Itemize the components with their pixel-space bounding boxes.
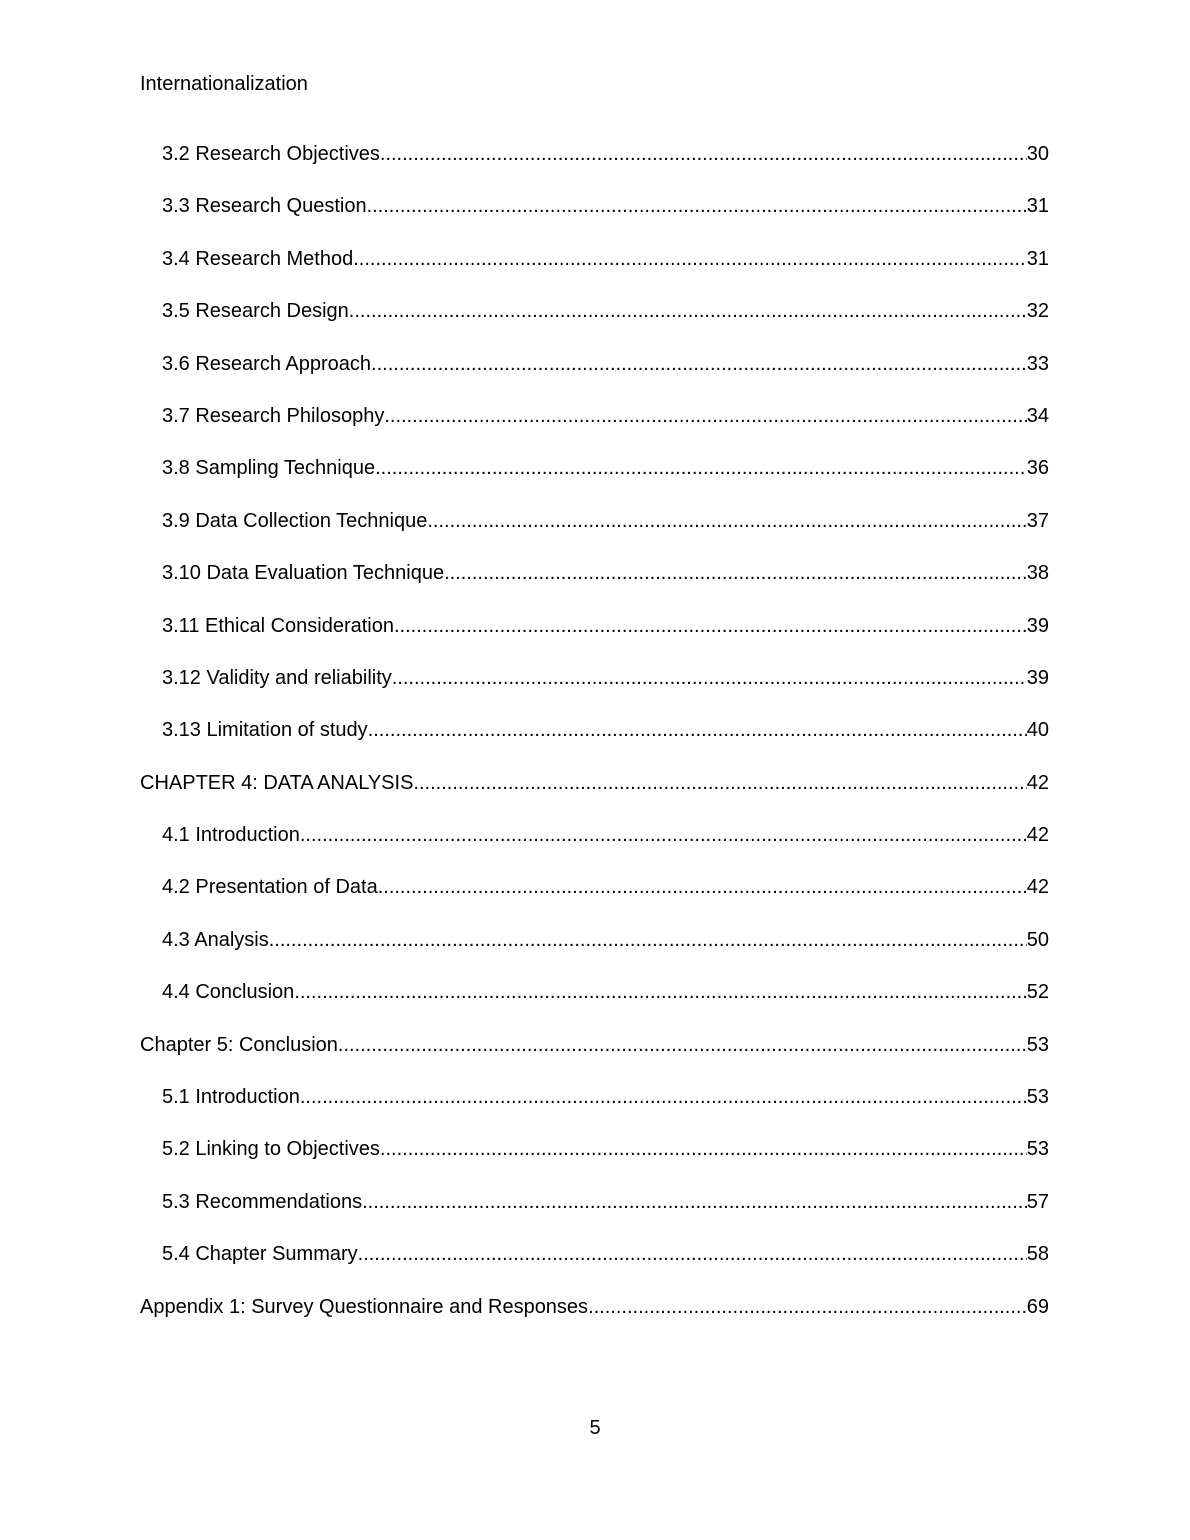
- toc-entry-page: 30: [1026, 143, 1049, 165]
- toc-entry-page: 39: [1026, 666, 1049, 689]
- toc-entry-title: Chapter 5: Conclusion: [140, 1033, 338, 1056]
- running-header: Internationalization: [140, 73, 308, 95]
- toc-dot-leader: [294, 978, 1026, 1006]
- toc-entry[interactable]: [140, 664, 1049, 716]
- toc-entry[interactable]: [140, 716, 1049, 768]
- toc-entry[interactable]: [140, 873, 1049, 925]
- toc-entry-title: 3.6 Research Approach: [162, 352, 372, 375]
- toc-entry-title: 3.2 Research Objectives: [162, 143, 380, 165]
- toc-dot-leader: [338, 1031, 1027, 1059]
- toc-entry[interactable]: [140, 612, 1049, 664]
- toc-entry[interactable]: [140, 297, 1049, 349]
- toc-entry[interactable]: [140, 454, 1049, 506]
- toc-entry[interactable]: [140, 926, 1049, 978]
- page-number: 5: [589, 1417, 601, 1439]
- toc-entry[interactable]: [140, 769, 1049, 821]
- toc-dot-leader: [349, 297, 1027, 325]
- toc-entry-title: 3.10 Data Evaluation Technique: [162, 562, 445, 585]
- toc-entry-page: 31: [1026, 195, 1049, 218]
- toc-entry-page: 53: [1026, 1138, 1049, 1161]
- toc-dot-leader: [362, 1188, 1027, 1216]
- toc-entry-page: 31: [1026, 247, 1049, 270]
- toc-entry-page: 39: [1026, 614, 1049, 637]
- toc-dot-leader: [368, 716, 1027, 744]
- toc-entry[interactable]: [140, 1031, 1049, 1083]
- toc-entry[interactable]: [140, 821, 1049, 873]
- toc-entry[interactable]: [140, 350, 1049, 402]
- toc-entry-page: 42: [1026, 876, 1049, 899]
- toc-dot-leader: [375, 454, 1027, 482]
- toc-entry-title: 3.4 Research Method: [162, 247, 354, 270]
- toc-dot-leader: [300, 1083, 1027, 1111]
- toc-entry-page: 42: [1026, 771, 1049, 794]
- toc-entry-title: 5.3 Recommendations: [162, 1190, 363, 1213]
- toc-entry-page: 36: [1026, 457, 1049, 480]
- toc-entry-page: 33: [1026, 352, 1049, 375]
- toc-entry[interactable]: [140, 245, 1049, 297]
- toc-entry[interactable]: [140, 1293, 1049, 1345]
- toc-entry-page: 58: [1026, 1243, 1049, 1266]
- toc-entry-title: 5.2 Linking to Objectives: [162, 1138, 380, 1161]
- toc-entry[interactable]: [140, 192, 1049, 244]
- toc-entry-title: 3.3 Research Question: [162, 195, 367, 218]
- toc-entry[interactable]: [140, 1240, 1049, 1292]
- toc-entry-title: 4.2 Presentation of Data: [162, 876, 378, 899]
- toc-entry[interactable]: [140, 1188, 1049, 1240]
- toc-entry[interactable]: [140, 1135, 1049, 1187]
- toc-dot-leader: [380, 1135, 1027, 1163]
- toc-entry-title: 3.11 Ethical Consideration: [162, 614, 394, 637]
- toc-entry-title: 3.12 Validity and reliability: [162, 666, 392, 689]
- toc-dot-leader: [353, 245, 1027, 273]
- toc-entry-page: 32: [1026, 300, 1049, 323]
- toc-entry-page: 34: [1026, 404, 1049, 427]
- toc-entry-page: 53: [1026, 1086, 1049, 1109]
- toc-dot-leader: [358, 1240, 1027, 1268]
- toc-dot-leader: [384, 402, 1026, 430]
- toc-dot-leader: [371, 350, 1027, 378]
- toc-entry-page: 57: [1026, 1190, 1049, 1213]
- toc-dot-leader: [378, 873, 1027, 901]
- toc-entry[interactable]: [140, 978, 1049, 1030]
- toc-dot-leader: [380, 140, 1027, 168]
- toc-entry-page: 42: [1026, 824, 1049, 847]
- toc-entry-page: 40: [1026, 719, 1049, 742]
- toc-entry-title: 5.4 Chapter Summary: [162, 1243, 358, 1266]
- toc-dot-leader: [394, 612, 1027, 640]
- toc-entry[interactable]: [140, 140, 1049, 192]
- toc-dot-leader: [588, 1293, 1027, 1321]
- toc-entry-page: 69: [1026, 1295, 1049, 1318]
- toc-entry-title: CHAPTER 4: DATA ANALYSIS: [140, 771, 414, 794]
- toc-entry-title: 3.5 Research Design: [162, 300, 349, 323]
- toc-entry-page: 50: [1026, 928, 1049, 951]
- toc-entry-title: 4.4 Conclusion: [162, 981, 295, 1004]
- toc-entry-title: 4.3 Analysis: [162, 928, 269, 951]
- toc-entry-page: 53: [1026, 1033, 1049, 1056]
- toc-entry-page: 37: [1026, 509, 1049, 532]
- toc-dot-leader: [444, 559, 1027, 587]
- toc-entry-title: Appendix 1: Survey Questionnaire and Responses: [140, 1295, 589, 1318]
- toc-entry-title: 3.13 Limitation of study: [162, 719, 368, 742]
- toc-entry-title: 3.8 Sampling Technique: [162, 457, 376, 480]
- toc-entry[interactable]: [140, 402, 1049, 454]
- toc-dot-leader: [269, 926, 1027, 954]
- toc-dot-leader: [367, 192, 1027, 220]
- toc-dot-leader: [413, 769, 1026, 797]
- toc-entry-title: 4.1 Introduction: [162, 824, 300, 847]
- toc-entry-page: 38: [1026, 562, 1049, 585]
- toc-dot-leader: [427, 507, 1026, 535]
- toc-entry-page: 52: [1026, 981, 1049, 1004]
- toc-entry-title: 3.9 Data Collection Technique: [162, 509, 428, 532]
- toc-dot-leader: [300, 821, 1027, 849]
- toc-entry-title: 5.1 Introduction: [162, 1086, 300, 1109]
- toc-dot-leader: [392, 664, 1027, 692]
- table-of-contents: [140, 140, 1049, 1345]
- toc-entry[interactable]: [140, 507, 1049, 559]
- toc-entry[interactable]: [140, 1083, 1049, 1135]
- toc-entry-title: 3.7 Research Philosophy: [162, 404, 385, 427]
- toc-entry[interactable]: [140, 559, 1049, 611]
